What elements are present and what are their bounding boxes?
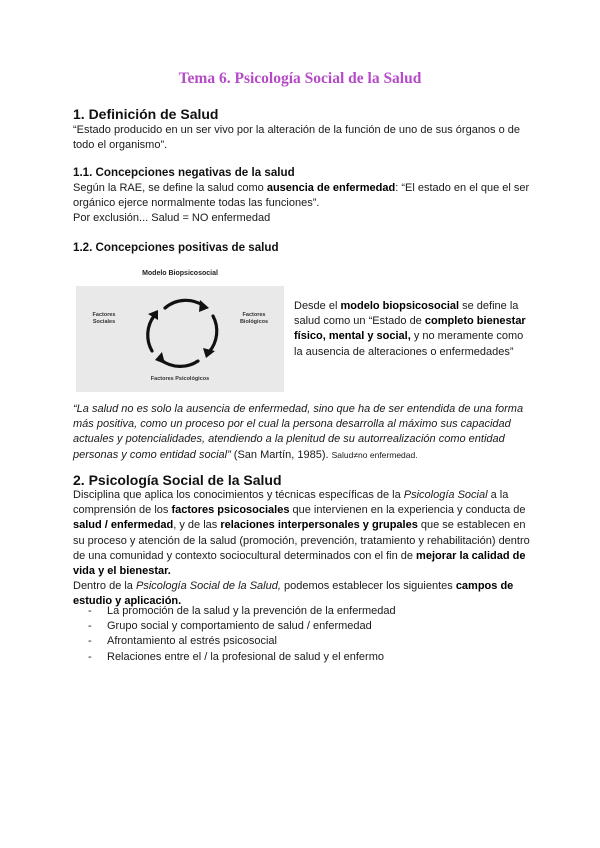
section-1-heading: 1. Definición de Salud (73, 106, 219, 122)
quote-paragraph (73, 402, 535, 463)
bold-run: salud / enfermedad (73, 519, 174, 532)
text-run: a la comprensión de los (73, 489, 509, 517)
figure-title: Modelo Biopsicosocial (142, 270, 218, 277)
text-run: podemos establecer los siguientes (280, 580, 456, 593)
label-line: Factores (242, 312, 266, 318)
bold-run: modelo biopsicosocial (340, 300, 460, 312)
italic-run: Psicología Social de la Salud, (135, 580, 281, 593)
text-run: que intervienen en la experiencia y conducta de (289, 504, 526, 517)
handwritten-note: Salud≠no enfermedad. (331, 449, 418, 460)
section-2-paragraph-1 (73, 488, 535, 610)
bold-run: ausencia de enfermedad (266, 182, 396, 194)
list-item: - Relaciones entre el / la profesional de salud y el enfermo (88, 650, 396, 665)
label-line: Biológicos (239, 319, 269, 325)
text-run: : “El estado en el que el ser orgánico ejerce normalmente todas las funciones”. (73, 182, 530, 210)
list-item: - Afrontamiento al estrés psicosocial (88, 634, 396, 649)
text-run: , y de las (173, 519, 221, 532)
list-item: - La promoción de la salud y la prevención de la enfermedad (88, 604, 396, 619)
fields-list (88, 604, 396, 665)
label-line: Sociales (92, 319, 116, 325)
figure-label-psychological: Factores Psicológicos (150, 376, 210, 382)
section-1-text: “Estado producido en un ser vivo por la alteración de la función de uno de sus órganos o de todo el organismo”. (73, 124, 521, 152)
bold-run: mejorar la calidad de vida y el bienestar. (73, 549, 526, 578)
figure-side-text (294, 299, 534, 360)
figure-label-biological (232, 312, 276, 326)
quote-text: “La salud no es solo la ausencia de enfermedad, sino que ha de ser entendida de una forma más positiva, como un proceso por el cual la persona desarrolla al máximo sus capacidad actuales y potencialidades, atendiendo a la plenitud de su autorrealización como entidad personas y como entidad social” (73, 403, 524, 461)
text-run: Desde el (294, 300, 341, 312)
bold-run: campos de estudio y aplicación. (73, 580, 514, 608)
text-run: Según la RAE, se define la salud como (73, 182, 267, 194)
bold-run: completo bienestar físico, mental y social, (294, 315, 526, 343)
section-1-1-heading: 1.1. Concepciones negativas de la salud (73, 166, 295, 179)
citation: (San Martín, 1985). (230, 448, 329, 461)
section-2-heading: 2. Psicología Social de la Salud (73, 472, 282, 488)
italic-run: Psicología Social (403, 489, 488, 501)
text-run: Por exclusión... Salud = NO enfermedad (73, 212, 271, 225)
section-1-1-text (73, 181, 535, 227)
biopsychosocial-figure (76, 286, 284, 392)
bold-run: relaciones interpersonales y grupales (220, 519, 418, 532)
list-item: - Grupo social y comportamiento de salud / enfermedad (88, 619, 396, 634)
label-line: Factores (92, 312, 116, 318)
text-run: y no meramente como la ausencia de alteraciones o enfermedades” (294, 330, 524, 358)
section-1-2-heading: 1.2. Concepciones positivas de salud (73, 241, 279, 254)
text-run: Disciplina que aplica los conocimientos y técnicas específicas de la (73, 489, 404, 501)
text-run: se define la salud como un “Estado de (294, 300, 519, 328)
text-run: que se establecen en su proceso y atención de la salud (promoción, prevención, tratamiento y rehabilitación) dentro de una comunidad y contexto sociocultural determinados con el fin de (73, 519, 530, 562)
page-title: Tema 6. Psicología Social de la Salud (178, 70, 422, 87)
bold-run: factores psicosociales (171, 504, 290, 517)
text-run: Dentro de la (73, 580, 136, 593)
figure-label-social (82, 312, 126, 326)
